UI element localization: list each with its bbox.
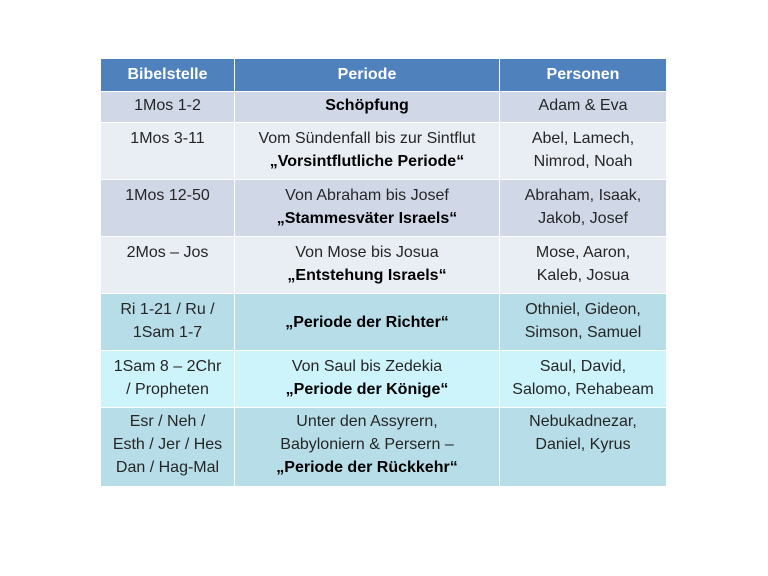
cell-ref: 1Mos 3-11 bbox=[101, 123, 235, 180]
cell-persons: Saul, David, Salomo, Rehabeam bbox=[500, 351, 667, 408]
table-row bbox=[101, 123, 667, 180]
table-row bbox=[101, 92, 667, 123]
cell-period: Unter den Assyrern, Babyloniern & Persern – „Periode der Rückkehr“ bbox=[235, 408, 500, 487]
cell-ref: Esr / Neh / Esth / Jer / Hes Dan / Hag-Mal bbox=[101, 408, 235, 487]
table-row bbox=[101, 351, 667, 408]
cell-period: Von Saul bis Zedekia „Periode der Könige“ bbox=[235, 351, 500, 408]
header-row bbox=[101, 59, 667, 92]
cell-period: „Periode der Richter“ bbox=[235, 294, 500, 351]
cell-persons: Adam & Eva bbox=[500, 92, 667, 123]
cell-ref: 1Mos 1-2 bbox=[101, 92, 235, 123]
table-row bbox=[101, 180, 667, 237]
cell-ref: 1Mos 12-50 bbox=[101, 180, 235, 237]
table-row bbox=[101, 408, 667, 487]
header-personen: Personen bbox=[500, 59, 667, 92]
cell-ref: 1Sam 8 – 2Chr / Propheten bbox=[101, 351, 235, 408]
cell-period: Schöpfung bbox=[235, 92, 500, 123]
cell-period: Vom Sündenfall bis zur Sintflut „Vorsintflutliche Periode“ bbox=[235, 123, 500, 180]
cell-persons: Abraham, Isaak, Jakob, Josef bbox=[500, 180, 667, 237]
cell-period: Von Abraham bis Josef „Stammesväter Israels“ bbox=[235, 180, 500, 237]
cell-ref: 2Mos – Jos bbox=[101, 237, 235, 294]
cell-persons: Othniel, Gideon, Simson, Samuel bbox=[500, 294, 667, 351]
header-bibelstelle: Bibelstelle bbox=[101, 59, 235, 92]
cell-period: Von Mose bis Josua „Entstehung Israels“ bbox=[235, 237, 500, 294]
table-row bbox=[101, 237, 667, 294]
cell-persons: Abel, Lamech, Nimrod, Noah bbox=[500, 123, 667, 180]
table-row bbox=[101, 294, 667, 351]
cell-ref: Ri 1-21 / Ru / 1Sam 1-7 bbox=[101, 294, 235, 351]
header-periode: Periode bbox=[235, 59, 500, 92]
cell-persons: Nebukadnezar, Daniel, Kyrus bbox=[500, 408, 667, 487]
bible-periods-table bbox=[100, 58, 667, 487]
cell-persons: Mose, Aaron, Kaleb, Josua bbox=[500, 237, 667, 294]
